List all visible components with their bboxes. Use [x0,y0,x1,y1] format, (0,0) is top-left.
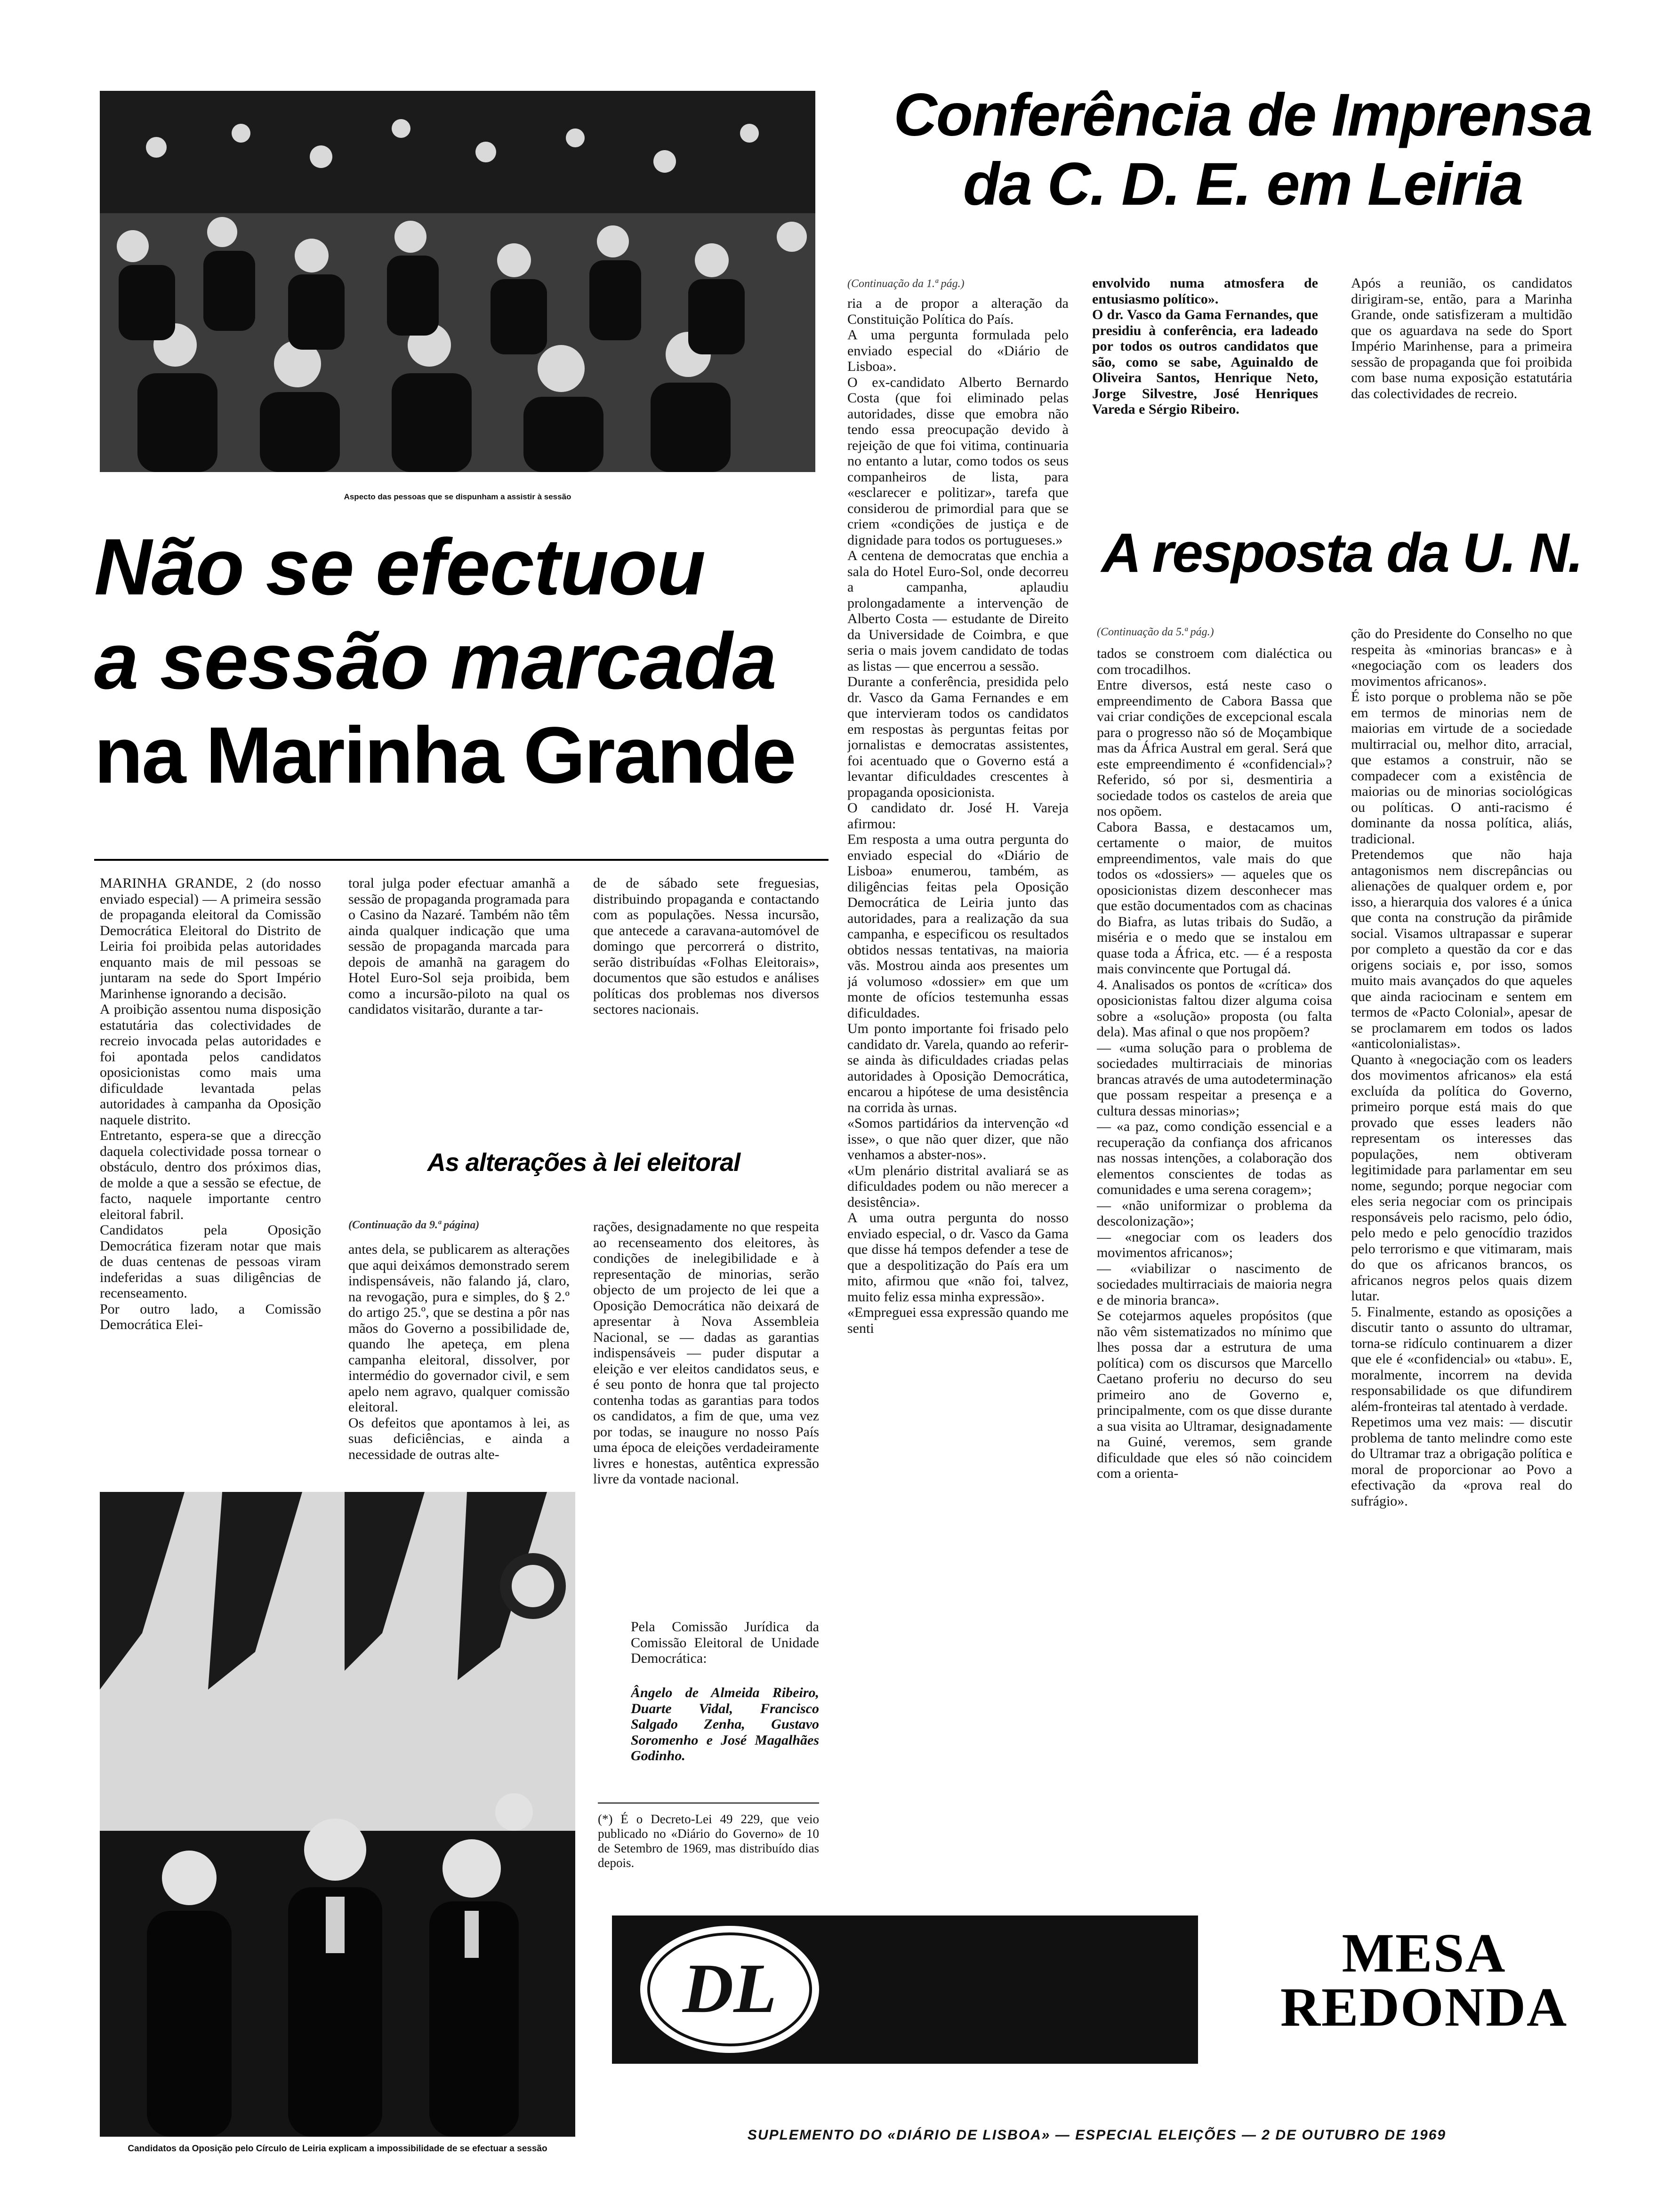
section-rule [94,859,828,861]
alteracoes-column-1: antes dela, se publicarem as alterações que aqui deixámos demonstrado serem indispensáveis, não falando já, claro, na revogação, pura e simples, do § 2.º do artigo 25.º, que se destina a pôr nas mãos do Governo a possibilidade de, quando lhe apeteça, em plena campanha eleitoral, dissolver, por intermédio do governador civil, e sem apelo nem agravo, qualquer comissão eleitoral. Os defeitos que apontamos à lei, as suas deficiências, e ainda a necessidade de outras alte- [348,1242,570,1462]
dl-logo-text: DL [683,1949,777,2028]
alteracoes-signatories: Ângelo de Almeida Ribeiro, Duarte Vidal, Francisco Salgado Zenha, Gustavo Soromenho e José Magalhães Godinho. [631,1685,819,1763]
conferencia-title-line2: da C. D. E. em Leiria [963,151,1523,218]
candidates-photo-caption: Candidatos da Oposição pelo Círculo de Leiria explicam a impossibilidade de se efectuar a sessão [128,2144,547,2154]
mesa-redonda-banner [612,1915,1198,2064]
conferencia-continued: (Continuação da 1.ª pág.) [847,278,965,290]
resposta-continued: (Continuação da 5.ª pág.) [1097,626,1214,638]
candidates-photo-image [100,1492,575,2137]
conferencia-title-line1: Conferência de Imprensa [893,81,1592,149]
resposta-column-1: tados se constroem com dialéctica ou com trocadilhos. Entre diversos, está neste caso o empreendimento de Cabora Bassa que vai criar condições de excepcional escala para o progresso não só de Moçambique mas da África Austral em geral. Será que este empreendimento é «confidencial»? Referido, só por si, desmentiria a sociedade todos os castelos de areia que nos opõem. Cabora Bassa, e destacamos um, certamente o maior, de muitos empreendimentos, vale mais do que todos os «dossiers» — aqueles que os oposicionistas dizem desconhecer mas que estão documentados com as chacinas do Biafra, as lutas tribais do Sudão, a miséria e o medo que se instalou em quase toda a África, etc. — é a resposta mais convincente que Portugal dá. 4. Analisados os pontos de «crítica» dos oposicionistas faltou dizer alguma coisa sobre a «solução» proposta (ou falta dela). Mas afinal o que nos propõem? — «uma solução para o problema de sociedades multirraciais de minorias brancas através de uma autodeterminação que possam respeitar a presença e a cultura dessas minorias»; — «a paz, como condição essencial e a recuperação da confiança dos africanos nas nossas intenções, a colaboração dos elementos conscientes de todas as comunidades e uma serena coragem»; — «não uniformizar o problema da descolonização»; — «negociar com os leaders dos movimentos africanos»; — «viabilizar o nascimento de sociedades multirraciais de maioria negra e de minoria branca». Se cotejarmos aqueles propósitos (que não vêm sistematizados no mínimo que lhes possa dar a estrutura de uma política) com os discursos que Marcello Caetano proferiu no decurso do seu primeiro ano de Governo e, principalmente, com os que disse durante a sua visita ao Ultramar, designadamente na Guiné, veremos, sem grande dificuldade que eles só não coincidem com a orienta- [1097,646,1332,1481]
conferencia-column-1: ria a de propor a alteração da Constituição Política do País. A uma pergunta formulada pelo enviado especial do «Diário de Lisboa». O ex-candidato Alberto Bernardo Costa (que foi eliminado pelas autoridades, disse que emobra não tendo essa preocupação devido à rejeição de que foi vitima, continuaria no entanto a lutar, como todos os seus companheiros de lista, para «esclarecer e politizar», tarefa que considerou de primordial para que se criem «condições de justiça e de dignidade para todos os portugueses.» A centena de democratas que enchia a sala do Hotel Euro-Sol, onde decorreu a campanha, aplaudiu prolongadamente a intervenção de Alberto Costa — estudante de Direito da Universidade de Coimbra, e que seria o mais jovem candidato de todas as listas — que encerrou a sessão. Durante a conferência, presidida pelo dr. Vasco da Gama Fernandes e em que intervieram todos os candidatos em respostas às perguntas feitas por jornalistas e democratas assistentes, foi acentuado que o Governo está a levantar dificuldades crescentes à propaganda oposicionista. O candidato dr. José H. Vareja afirmou: Em resposta a uma outra pergunta do enviado especial do «Diário de Lisboa» enumerou, também, as diligências feitas pela Oposição Democrática de Leiria junto das autoridades, para a realização da sua campanha, e especificou os resultados obtidos nessas tentativas, na maioria vãs. Mostrou ainda aos presentes um já volumoso «dossier» em que um monte de ofícios testemunha essas dificuldades. Um ponto importante foi frisado pelo candidato dr. Varela, quando ao referir-se ainda às dificuldades criadas pelas autoridades à Oposição Democrática, encarou a hipótese de uma desistência na corrida às urnas. «Somos partidários da intervenção «d isse», o que não quer dizer, que não venhamos a abster-nos». «Um plenário distrital avaliará se as dificuldades podem ou não merecer a desistência». A uma outra pergunta do nosso enviado especial, o dr. Vasco da Gama que disse há tempos defender a tese de que a despolitização do País era um mito, afirmou que «não foi, talvez, muito feliz essa minha expressão». «Empreguei essa expressão quando me senti [847,296,1069,1336]
audience-photo-caption: Aspecto das pessoas que se dispunham a assistir à sessão [344,492,571,501]
alteracoes-footnote: (*) É o Decreto-Lei 49 229, que veio publicado no «Diário do Governo» de 10 de Setembro de 1969, mas distribuído dias depois. [598,1812,819,1870]
conferencia-column-2: envolvido numa atmosfera de entusiasmo político». O dr. Vasco da Gama Fernandes, que presidiu à conferência, era ladeado por todos os outros candidatos que são, como se sabe, Aguinaldo de Oliveira Santos, Henrique Neto, Jorge Silvestre, José Henriques Vareda e Sérgio Ribeiro. [1092,275,1318,417]
dl-logo-icon [612,1915,857,2064]
main-title-line1: Não se efectuou [94,522,706,612]
main-title-line3: na Marinha Grande [94,711,795,800]
page-footer: SUPLEMENTO DO «DIÁRIO DE LISBOA» — ESPECIAL ELEIÇÕES — 2 DE OUTUBRO DE 1969 [747,2127,1447,2143]
audience-photo [100,91,815,472]
alteracoes-title: As alterações à lei eleitoral [427,1148,740,1177]
resposta-title: A resposta da U. N. [1101,522,1582,584]
mesa-word: MESA [1342,1922,1506,1984]
conferencia-column-3: Após a reunião, os candidatos dirigiram-se, então, para a Marinha Grande, onde satisfizeram a multidão que os aguardava na sede do Sport Império Marinhense, para a primeira sessão de propaganda que foi proibida com base numa exposição estatutária das colectividades de recreio. [1351,275,1572,401]
main-article-column-1: MARINHA GRANDE, 2 (do nosso enviado especial) — A primeira sessão de propaganda eleitoral da Comissão Democrática Eleitoral do Distrito de Leiria foi proibida pelas autoridades enquanto mais de mil pessoas se juntaram na sede do Sport Império Marinhense ignorando a decisão. A proibição assentou numa disposição estatutária das colectividades de recreio invocada pelas autoridades e foi apontada pelos candidatos oposicionistas como mais uma dificuldade levantada pelas autoridades à campanha da Oposição naquele distrito. Entretanto, espera-se que a direcção daquela colectividade possa tornear o obstáculo, dentro dos próximos dias, de molde a que a sessão se efectue, de facto, naquele importante centro eleitoral fabril. Candidatos pela Oposição Democrática fizeram notar que mais de duas centenas de pessoas viram indeferidas a suas diligências de recenseamento. Por outro lado, a Comissão Democrática Elei- [100,875,321,1332]
audience-photo-image [100,91,815,472]
alteracoes-column-2: rações, designadamente no que respeita ao recenseamento dos eleitores, às condições de inelegibilidade e à representação de minorias, serão objecto de um projecto de lei que a Oposição Democrática não deixará de apresentar à Nova Assembleia Nacional, se — dadas as garantias indispensáveis — puder disputar a eleição e ver eleitos candidatos seus, e é seu ponto de honra que tal projecto contenha todas as garantias para todos os candidatos, a fim de que, uma vez por todas, se inaugure no nosso País uma época de eleições verdadeiramente livres e honestas, autêntica expressão livre da vontade nacional. [593,1219,819,1487]
redonda-word: REDONDA [1280,1976,1568,2038]
candidates-photo [100,1492,575,2137]
main-title-line2: a sessão marcada [94,617,776,706]
main-article-column-2: toral julga poder efectuar amanhã a sessão de propaganda programada para o Casino da Nazaré. Também não têm ainda qualquer indicação que uma sessão de propaganda marcada para depois de amanhã na garagem do Hotel Euro-Sol seja proibida, bem como a incursão-piloto na qual os candidatos visitarão, durante a tar- [348,875,570,1017]
resposta-column-2: ção do Presidente do Conselho no que respeita às «minorias brancas» e à «negociação com os leaders dos movimentos africanos». É isto porque o problema não se põe em termos de minorias nem de maiorias em virtude de a sociedade multirracial ou, melhor dito, arracial, que estamos a construir, não se compadecer com a existência de maiorias ou de minorias sociológicas ou políticas. O anti-racismo é dominante da nossa política, aliás, tradicional. Pretendemos que não haja antagonismos nem discrepâncias ou alienações de qualquer ordem e, por isso, a hierarquia dos valores é a única que conta na construção da pirâmide social. Visamos ultrapassar e superar por completo a questão da cor e das origens sociais e, por isso, somos muito mais avançados do que aqueles que ainda raciocinam e sentem em termos de «Pacto Colonial», apesar de se proclamarem em todos os lados «anticolonialistas». Quanto à «negociação com os leaders dos movimentos africanos» ela está excluída da política do Governo, primeiro porque está mais do que provado que esses leaders não representam os interesses das populações, nem obtiveram legitimidade para parlamentar em seu nome, segundo; porque negociar com eles seria negociar com os principais responsáveis pelo racismo, pelo ódio, pelo medo e pelo genocídio trazidos pelo terrorismo e que vitimaram, mais do que os africanos brancos, os africanos negros pelos quais dizem lutar. 5. Finalmente, estando as oposições a discutir tanto o assunto do ultramar, torna-se ridículo continuarem a dizer que ele é «confidencial» ou «tabu». E, moralmente, incorrem na devida responsabilidade os que difundirem além-fronteiras tal atentado à verdade. Repetimos uma vez mais: — discutir problema de tanto melindre como este do Ultramar traz a obrigação política e moral de proporcionar ao Povo a efectivação da «prova real do sufrágio». [1351,626,1572,1509]
main-article-column-3: de de sábado sete freguesias, distribuindo propaganda e contactando com as populações. Nessa incursão, que antecede a caravana-automóvel de domingo que percorrerá o distrito, serão distribuídas «Folhas Eleitorais», documentos que são estudos e análises políticas dos problemas nos diversos sectores nacionais. [593,875,819,1017]
alteracoes-continued: (Continuação da 9.ª página) [348,1219,480,1231]
alteracoes-sign-intro: Pela Comissão Jurídica da Comissão Eleitoral de Unidade Democrática: [631,1619,819,1666]
